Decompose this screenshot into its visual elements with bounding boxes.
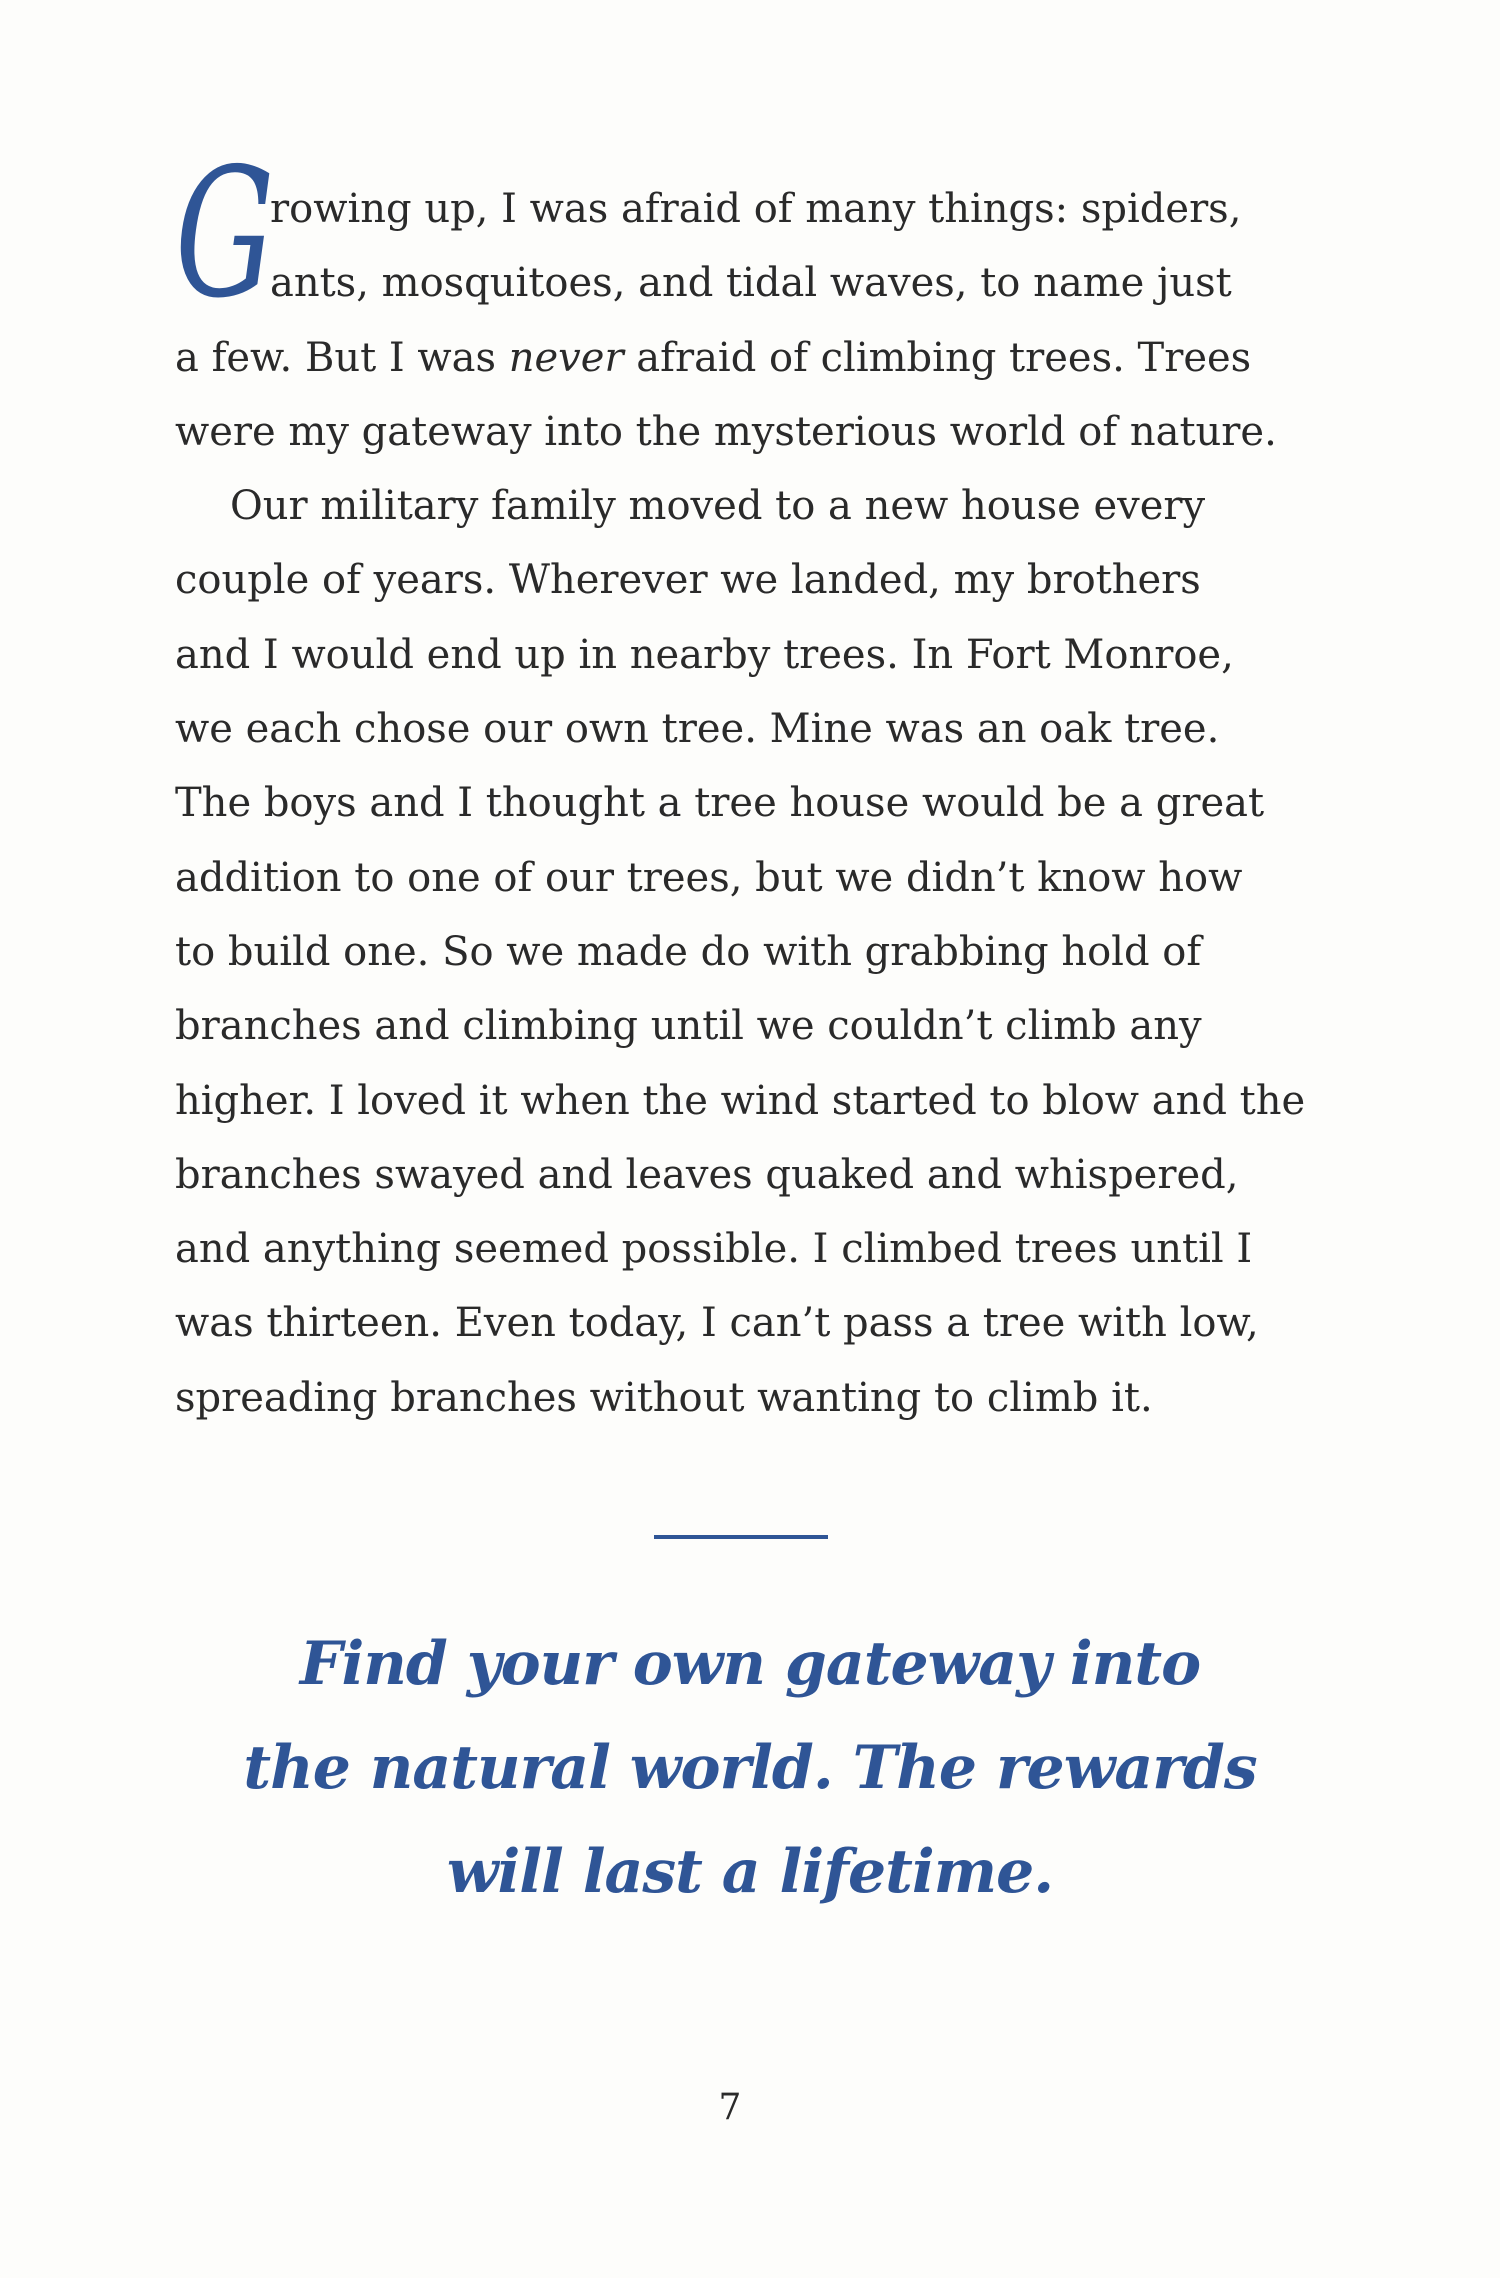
quote-line: Find your own gateway into xyxy=(299,1629,1201,1699)
text-line xyxy=(175,321,1325,395)
quote-line: will last a lifetime. xyxy=(446,1837,1054,1907)
text-line: branches and climbing until we couldn’t climb any xyxy=(175,1003,1202,1050)
drop-cap: G xyxy=(175,130,275,337)
text-line: ants, mosquitoes, and tidal waves, to name just xyxy=(270,260,1232,307)
section-divider xyxy=(654,1535,828,1539)
text-line: to build one. So we made do with grabbing hold of xyxy=(175,928,1202,975)
emphasis-never: never xyxy=(508,334,624,381)
text-line: and anything seemed possible. I climbed trees until I xyxy=(175,1226,1253,1273)
body-text xyxy=(175,172,1325,1435)
text-line: couple of years. Wherever we landed, my brothers xyxy=(175,557,1201,604)
page-number: 7 xyxy=(718,2087,742,2128)
text-line: branches swayed and leaves quaked and whispered, xyxy=(175,1151,1239,1198)
text-line: we each chose our own tree. Mine was an oak tree. xyxy=(175,706,1220,753)
text-line: and I would end up in nearby trees. In Fort Monroe, xyxy=(175,631,1234,678)
text-line: rowing up, I was afraid of many things: spiders, xyxy=(270,186,1242,232)
text-line: addition to one of our trees, but we didn’t know how xyxy=(175,854,1243,901)
text-line: was thirteen. Even today, I can’t pass a tree with low, xyxy=(175,1300,1259,1347)
text-line: were my gateway into the mysterious world of nature. xyxy=(175,408,1277,455)
text-segment: afraid of climbing trees. Trees xyxy=(623,334,1252,381)
quote-line: the natural world. The rewards xyxy=(243,1733,1257,1803)
text-segment: a few. But I was xyxy=(175,334,509,381)
text-line: higher. I loved it when the wind started to blow and the xyxy=(175,1077,1306,1124)
text-line: Our military family moved to a new house every xyxy=(230,483,1206,530)
pull-quote xyxy=(200,1612,1300,1924)
text-line: spreading branches without wanting to climb it. xyxy=(175,1374,1153,1421)
text-line: The boys and I thought a tree house would be a great xyxy=(175,780,1265,827)
